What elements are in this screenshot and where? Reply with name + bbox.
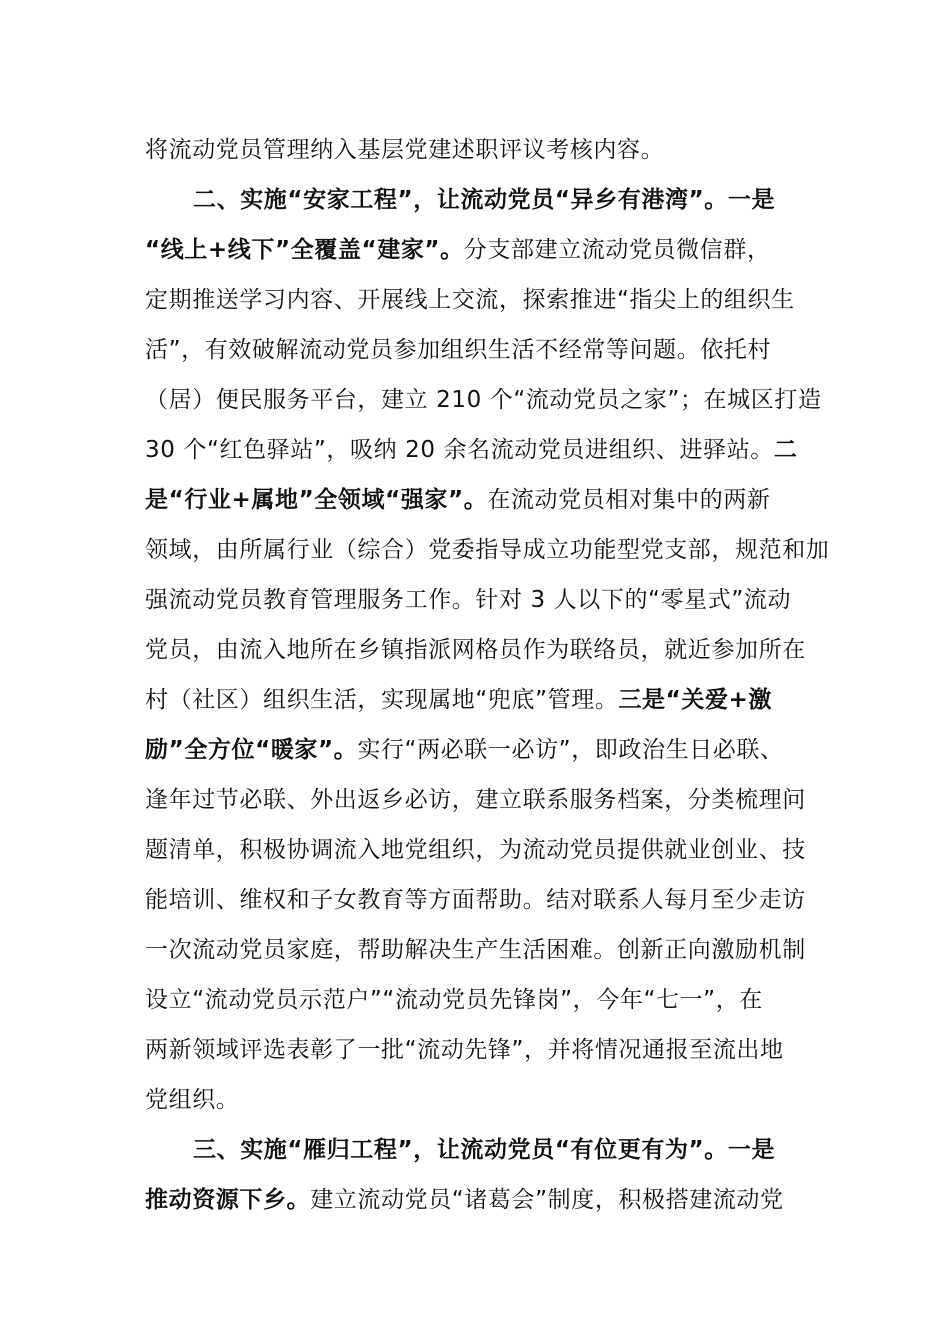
text-segment: （居）便民服务平台，建立 210 个“流动党员之家”；在城区打造	[145, 387, 822, 413]
text-line	[145, 332, 771, 368]
bold-text-segment: 二、实施“安家工程”，让流动党员“异乡有港湾”。一是	[193, 187, 776, 213]
text-line	[145, 782, 806, 818]
text-line	[145, 532, 829, 568]
text-segment: 党员，由流入地所在乡镇指派网格员作为联络员，就近参加所在	[145, 637, 806, 663]
text-line	[145, 832, 806, 868]
text-line	[145, 682, 772, 718]
text-line	[145, 432, 798, 468]
text-segment: 将流动党员管理纳入基层党建述职评议考核内容。	[145, 137, 665, 163]
text-segment: 一次流动党员家庭，帮助解决生产生活困难。创新正向激励机制	[145, 937, 806, 963]
text-line	[145, 1032, 784, 1068]
text-segment: 两新领域评选表彰了一批“流动先锋”，并将情况通报至流出地	[145, 1037, 784, 1063]
text-segment: 党组织。	[145, 1087, 240, 1113]
text-line	[145, 482, 771, 518]
bold-text-segment: 励”全方位“暖家”。	[145, 737, 358, 763]
text-line	[145, 282, 795, 318]
bold-text-segment: 三是“关爱+激	[618, 687, 773, 713]
text-segment: 30 个“红色驿站”，吸纳 20 余名流动党员进组织、进驿站。	[145, 437, 774, 463]
text-segment: 题清单，积极协调流入地党组织，为流动党员提供就业创业、技	[145, 837, 806, 863]
bold-text-segment: 是“行业+属地”全领域“强家”。	[145, 487, 488, 513]
text-line	[145, 382, 822, 418]
text-line	[145, 232, 771, 268]
text-segment: 设立“流动党员示范户”“流动党员先锋岗”，今年“七一”，在	[145, 987, 763, 1013]
text-line	[145, 582, 791, 618]
text-line	[145, 732, 784, 768]
section-heading-line	[193, 182, 775, 218]
bold-text-segment: 推动资源下乡。	[145, 1187, 311, 1213]
text-segment: 能培训、维权和子女教育等方面帮助。结对联系人每月至少走访	[145, 887, 806, 913]
bold-text-segment: 三、实施“雁归工程”，让流动党员“有位更有为”。一是	[193, 1137, 776, 1163]
text-line	[145, 982, 763, 1018]
text-line	[145, 932, 806, 968]
text-segment: 强流动党员教育管理服务工作。针对 3 人以下的“零星式”流动	[145, 587, 792, 613]
text-line	[145, 632, 806, 668]
section-heading-line	[193, 1132, 775, 1168]
text-segment: 村（社区）组织生活，实现属地“兜底”管理。	[145, 687, 619, 713]
text-line	[145, 132, 664, 168]
bold-text-segment: 二	[773, 437, 798, 463]
text-segment: 实行“两必联一必访”，即政治生日必联、	[357, 737, 784, 763]
text-line	[145, 1182, 784, 1218]
text-segment: 建立流动党员“诸葛会”制度，积极搭建流动党	[310, 1187, 784, 1213]
text-line	[145, 882, 806, 918]
text-segment: 领域，由所属行业（综合）党委指导成立功能型党支部，规范和加	[145, 537, 830, 563]
text-segment: 逢年过节必联、外出返乡必访，建立联系服务档案，分类梳理问	[145, 787, 806, 813]
text-segment: 分支部建立流动党员微信群，	[463, 237, 771, 263]
text-segment: 活”，有效破解流动党员参加组织生活不经常等问题。依托村	[145, 337, 772, 363]
text-segment: 在流动党员相对集中的两新	[487, 487, 771, 513]
bold-text-segment: “线上+线下”全覆盖“建家”。	[145, 237, 464, 263]
text-line	[145, 1082, 239, 1118]
text-segment: 定期推送学习内容、开展线上交流，探索推进“指尖上的组织生	[145, 287, 795, 313]
